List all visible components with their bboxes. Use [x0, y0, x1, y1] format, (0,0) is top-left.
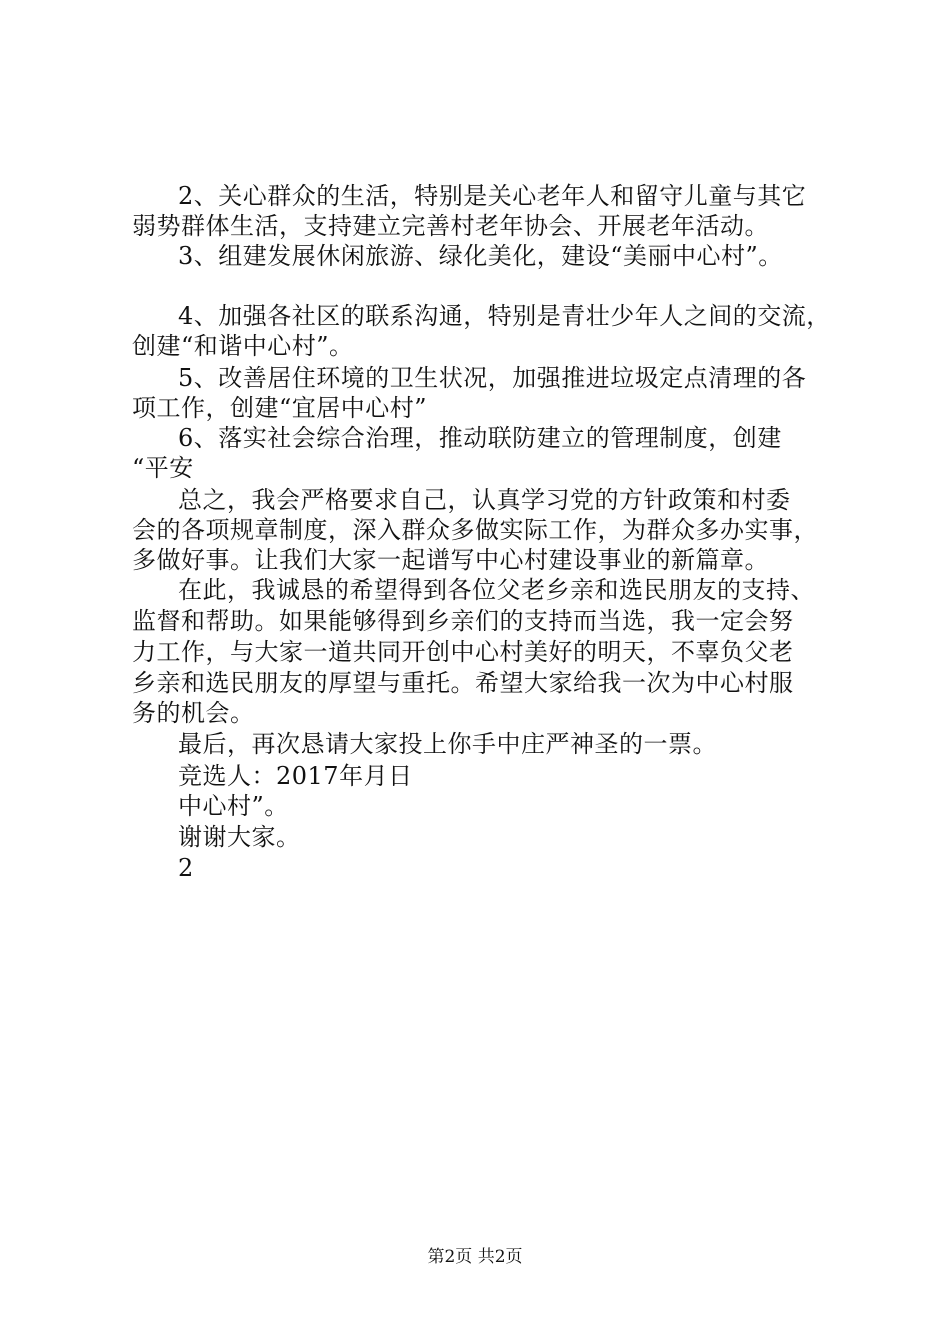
text-line: 务的机会。 — [132, 699, 255, 727]
signature-line: 竞选人：2017年月日 — [178, 762, 413, 790]
text-line: 乡亲和选民朋友的厚望与重托。希望大家给我一次为中心村服 — [132, 669, 794, 697]
text-line: 最后，再次恳请大家投上你手中庄严神圣的一票。 — [178, 730, 717, 758]
text-line: 多做好事。让我们大家一起谱写中心村建设事业的新篇章。 — [132, 546, 769, 574]
text-line: “平安 — [132, 454, 194, 482]
text-line: 监督和帮助。如果能够得到乡亲们的支持而当选，我一定会努 — [132, 607, 794, 635]
closing-line: 谢谢大家。 — [178, 823, 301, 851]
text-line: 2、关心群众的生活，特别是关心老年人和留守儿童与其它 — [178, 182, 807, 210]
text-line: 总之，我会严格要求自己，认真学习党的方针政策和村委 — [178, 486, 791, 514]
text-line: 中心村”。 — [178, 792, 289, 820]
text-line: 6、落实社会综合治理，推动联防建立的管理制度，创建 — [178, 424, 782, 452]
text-line: 4、加强各社区的联系沟通，特别是青壮少年人之间的交流， — [178, 302, 831, 330]
text-line: 会的各项规章制度，深入群众多做实际工作，为群众多办实事， — [132, 516, 818, 544]
text-line: 弱势群体生活，支持建立完善村老年协会、开展老年活动。 — [132, 212, 769, 240]
text-line: 2 — [178, 854, 194, 882]
text-line: 项工作，创建“宜居中心村” — [132, 394, 428, 422]
text-line: 5、改善居住环境的卫生状况，加强推进垃圾定点清理的各 — [178, 364, 807, 392]
text-line: 3、组建发展休闲旅游、绿化美化，建设“美丽中心村”。 — [178, 242, 783, 270]
text-line: 创建“和谐中心村”。 — [132, 332, 354, 360]
text-line: 力工作，与大家一道共同开创中心村美好的明天，不辜负父老 — [132, 638, 794, 666]
text-line: 在此，我诚恳的希望得到各位父老乡亲和选民朋友的支持、 — [178, 576, 815, 604]
page-footer: 第2页 共2页 — [427, 1247, 523, 1267]
